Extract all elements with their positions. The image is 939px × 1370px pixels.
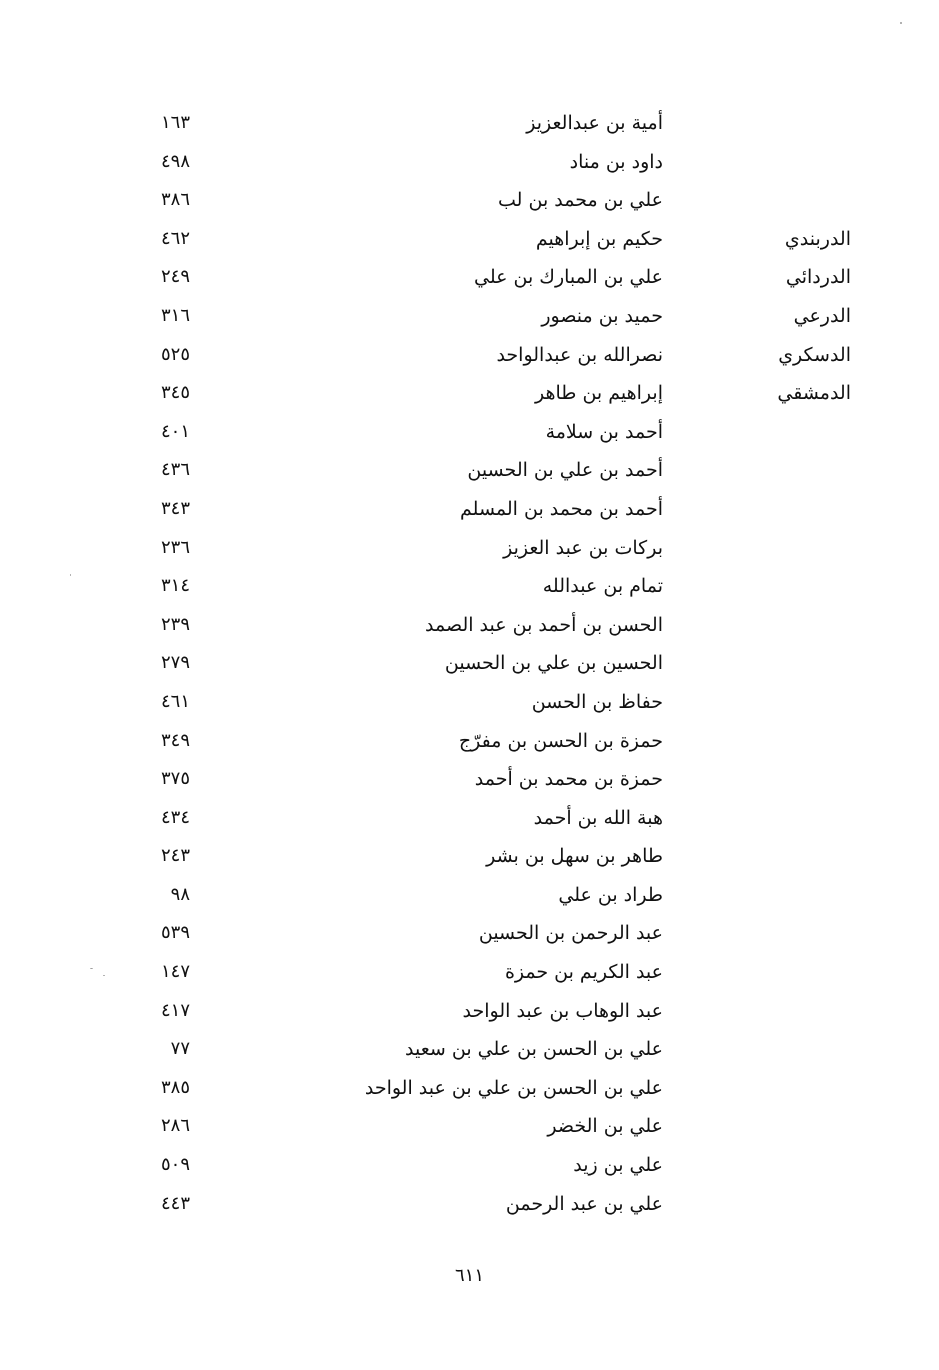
index-entry — [0, 683, 939, 722]
index-entry — [0, 606, 939, 645]
index-entry — [0, 490, 939, 529]
entry-nisba: الدربندي — [784, 227, 851, 250]
entry-name: حفاظ بن الحسن — [531, 690, 663, 713]
entry-page-number: ٤٣٦ — [160, 459, 190, 481]
index-entry — [0, 722, 939, 761]
entry-page-number: ٣٤٩ — [160, 729, 190, 751]
index-entry — [0, 451, 939, 490]
entry-name: علي بن الحسن بن علي بن عبد الواحد — [364, 1076, 663, 1099]
index-entry — [0, 644, 939, 683]
index-entry — [0, 914, 939, 953]
index-entry — [0, 567, 939, 606]
entry-name: هبة الله بن أحمد — [533, 806, 663, 829]
index-entry — [0, 143, 939, 182]
index-entry — [0, 876, 939, 915]
scan-speck — [900, 22, 902, 24]
entry-name: عبد الكريم بن حمزة — [504, 961, 663, 984]
entry-page-number: ٢٤٣ — [160, 845, 190, 867]
entry-name: أحمد بن علي بن الحسين — [467, 459, 663, 482]
entry-name: طاهر بن سهل بن بشر — [486, 845, 663, 868]
entry-name: تمام بن عبدالله — [542, 575, 663, 598]
entry-name: علي بن محمد بن لب — [498, 189, 663, 212]
entry-page-number: ٤٣٤ — [160, 806, 190, 828]
entry-page-number: ٣١٤ — [160, 575, 190, 597]
entry-nisba: الدردائي — [785, 266, 851, 289]
entry-page-number: ٥٣٩ — [160, 922, 190, 944]
entry-name: طراد بن علي — [558, 883, 663, 906]
entry-name: أحمد بن سلامة — [545, 420, 663, 443]
index-entry — [0, 336, 939, 375]
entry-name: حكيم بن إبراهيم — [535, 227, 663, 250]
entry-page-number: ٤٩٨ — [160, 150, 190, 172]
index-entry — [0, 529, 939, 568]
index-entry — [0, 1069, 939, 1108]
entry-page-number: ٣٨٥ — [160, 1076, 190, 1098]
entry-name: عبد الوهاب بن عبد الواحد — [462, 999, 663, 1022]
index-entry — [0, 799, 939, 838]
entry-page-number: ٥٠٩ — [160, 1154, 190, 1176]
entry-page-number: ٤٠١ — [160, 420, 190, 442]
entry-nisba: الدرعي — [793, 304, 851, 327]
entry-page-number: ٣٧٥ — [160, 768, 190, 790]
entry-name: أمية بن عبدالعزيز — [526, 112, 663, 134]
index-entry — [0, 413, 939, 452]
entry-name: إبراهيم بن طاهر — [535, 382, 663, 405]
entry-page-number: ٢٨٦ — [160, 1115, 190, 1137]
entry-page-number: ١٤٧ — [160, 961, 190, 983]
scan-speck — [70, 574, 71, 576]
entry-name: نصرالله بن عبدالواحد — [496, 343, 663, 366]
entry-page-number: ٢٣٦ — [160, 536, 190, 558]
entry-name: حمزة بن محمد بن أحمد — [474, 768, 663, 791]
entry-name: داود بن مناد — [569, 150, 663, 173]
entry-page-number: ١٦٣ — [160, 112, 190, 133]
entry-name: علي بن الحسن بن علي بن سعيد — [405, 1038, 663, 1061]
entry-name: علي بن زيد — [573, 1154, 663, 1177]
entry-name: بركات بن عبد العزيز — [503, 536, 663, 559]
entry-page-number: ٢٤٩ — [160, 266, 190, 288]
index-entry — [0, 258, 939, 297]
index-entry — [0, 953, 939, 992]
entry-name: حميد بن منصور — [541, 304, 663, 327]
entry-page-number: ٥٢٥ — [160, 343, 190, 365]
entry-page-number: ٣١٦ — [160, 304, 190, 326]
entry-name: علي بن المبارك بن علي — [474, 266, 663, 289]
index-list — [0, 104, 939, 1223]
entry-page-number: ٣٤٣ — [160, 497, 190, 519]
index-entry — [0, 1107, 939, 1146]
index-entry — [0, 220, 939, 259]
index-entry — [0, 760, 939, 799]
entry-page-number: ٤٦٢ — [160, 227, 190, 249]
index-entry — [0, 837, 939, 876]
entry-page-number: ٧٧ — [170, 1038, 190, 1060]
entry-page-number: ٤١٧ — [160, 999, 190, 1021]
entry-page-number: ٩٨ — [170, 883, 190, 905]
entry-nisba: الدسكري — [778, 343, 851, 366]
index-entry — [0, 1030, 939, 1069]
entry-name: علي بن الخضر — [547, 1115, 663, 1138]
entry-page-number: ٤٤٣ — [160, 1192, 190, 1214]
index-entry — [0, 374, 939, 413]
entry-name: الحسن بن أحمد بن عبد الصمد — [425, 613, 663, 636]
entry-nisba: الدمشقي — [777, 382, 851, 405]
index-entry — [0, 1146, 939, 1185]
index-entry — [0, 297, 939, 336]
index-entry — [0, 104, 939, 143]
entry-page-number: ٢٣٩ — [160, 613, 190, 635]
page-number: ٦١١ — [454, 1265, 484, 1286]
index-entry — [0, 1185, 939, 1224]
scan-speck — [90, 968, 93, 969]
entry-name: علي بن عبد الرحمن — [505, 1192, 663, 1215]
entry-page-number: ٣٤٥ — [160, 382, 190, 404]
entry-name: الحسين بن علي بن الحسين — [444, 652, 663, 675]
entry-page-number: ٣٨٦ — [160, 189, 190, 211]
entry-name: حمزة بن الحسن بن مفرّج — [458, 729, 663, 752]
scan-speck — [103, 975, 105, 976]
entry-page-number: ٤٦١ — [160, 690, 190, 712]
entry-page-number: ٢٧٩ — [160, 652, 190, 674]
entry-name: عبد الرحمن بن الحسين — [478, 922, 663, 945]
index-entry — [0, 181, 939, 220]
index-entry — [0, 992, 939, 1031]
entry-name: أحمد بن محمد بن المسلم — [460, 497, 663, 520]
